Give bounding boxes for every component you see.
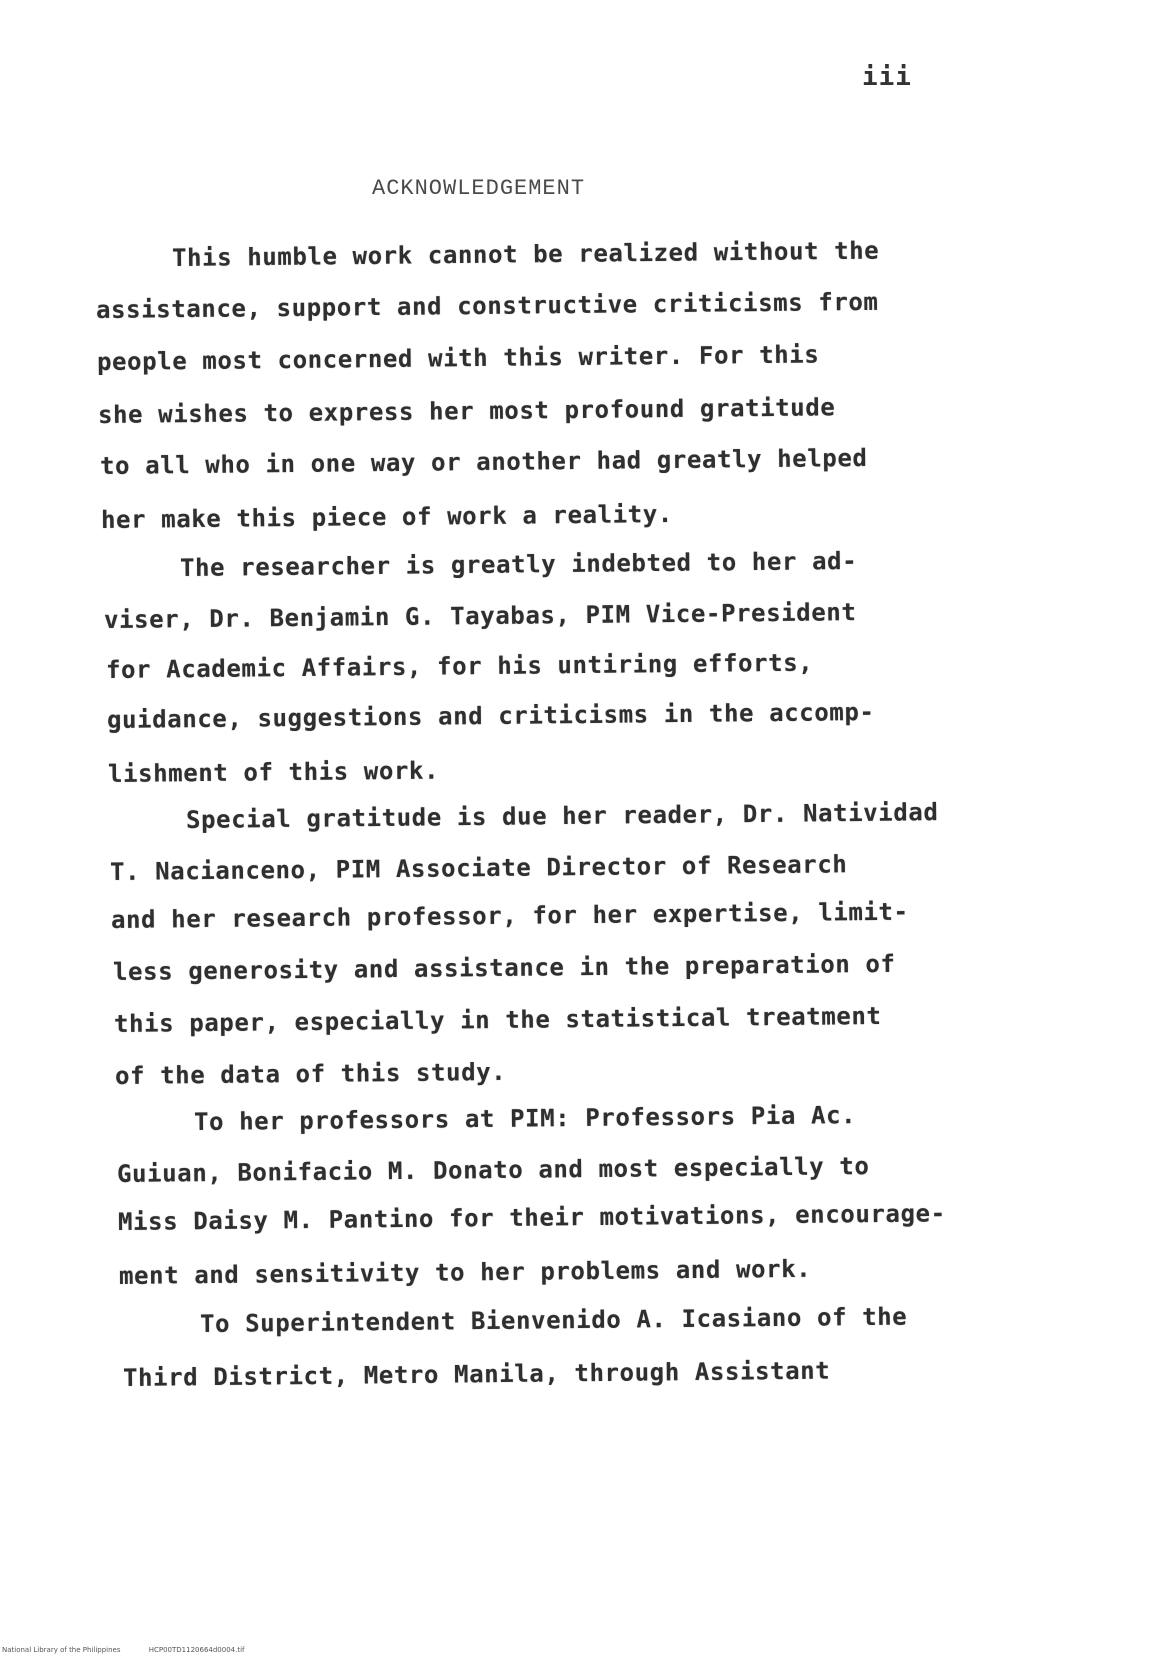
text-line: Third District, Metro Manila, through Assistant <box>122 1356 831 1392</box>
text-line: To Superintendent Bienvenido A. Icasiano of the <box>199 1302 908 1338</box>
file-id: HCP00TD1120664d0004.tif <box>148 1646 245 1654</box>
text-line: This humble work cannot be realized without the <box>171 236 880 272</box>
text-line: Miss Daisy M. Pantino for their motivations, encourage- <box>117 1199 946 1236</box>
text-line: assistance, support and constructive criticisms from <box>95 287 879 324</box>
text-line: people most concerned with this writer. For this <box>96 340 820 376</box>
text-line: Guiuan, Bonifacio M. Donato and most especially to <box>116 1152 870 1188</box>
text-line: lishment of this work. <box>107 756 440 788</box>
text-line: her make this piece of work a reality. <box>100 500 673 534</box>
library-credit: National Library of the Philippines <box>2 1646 121 1654</box>
page-number: iii <box>862 62 912 92</box>
text-line: The researcher is greatly indebted to her ad- <box>179 546 858 582</box>
text-line: this paper, especially in the statistical treatment <box>113 1001 882 1038</box>
text-line: for Academic Affairs, for his untiring efforts, <box>105 648 814 684</box>
text-line: less generosity and assistance in the preparation of <box>112 949 896 986</box>
text-line: Special gratitude is due her reader, Dr. Natividad <box>185 798 939 834</box>
heading-acknowledgement: ACKNOWLEDGEMENT <box>372 176 586 201</box>
text-line: ment and sensitivity to her problems and work. <box>118 1254 812 1290</box>
text-line: and her research professor, for her expertise, limit- <box>110 897 909 934</box>
scan-footer <box>2 1646 245 1654</box>
text-line: guidance, suggestions and criticisms in the accomp- <box>106 697 875 734</box>
text-line: to all who in one way or another had greatly helped <box>99 443 868 480</box>
text-line: T. Nacianceno, PIM Associate Director of Research <box>109 850 848 886</box>
text-line: of the data of this study. <box>114 1057 507 1090</box>
text-line: she wishes to express her most profound gratitude <box>97 393 836 429</box>
text-line: To her professors at PIM: Professors Pia Ac. <box>193 1101 857 1136</box>
text-line: viser, Dr. Benjamin G. Tayabas, PIM Vice-President <box>103 598 857 634</box>
